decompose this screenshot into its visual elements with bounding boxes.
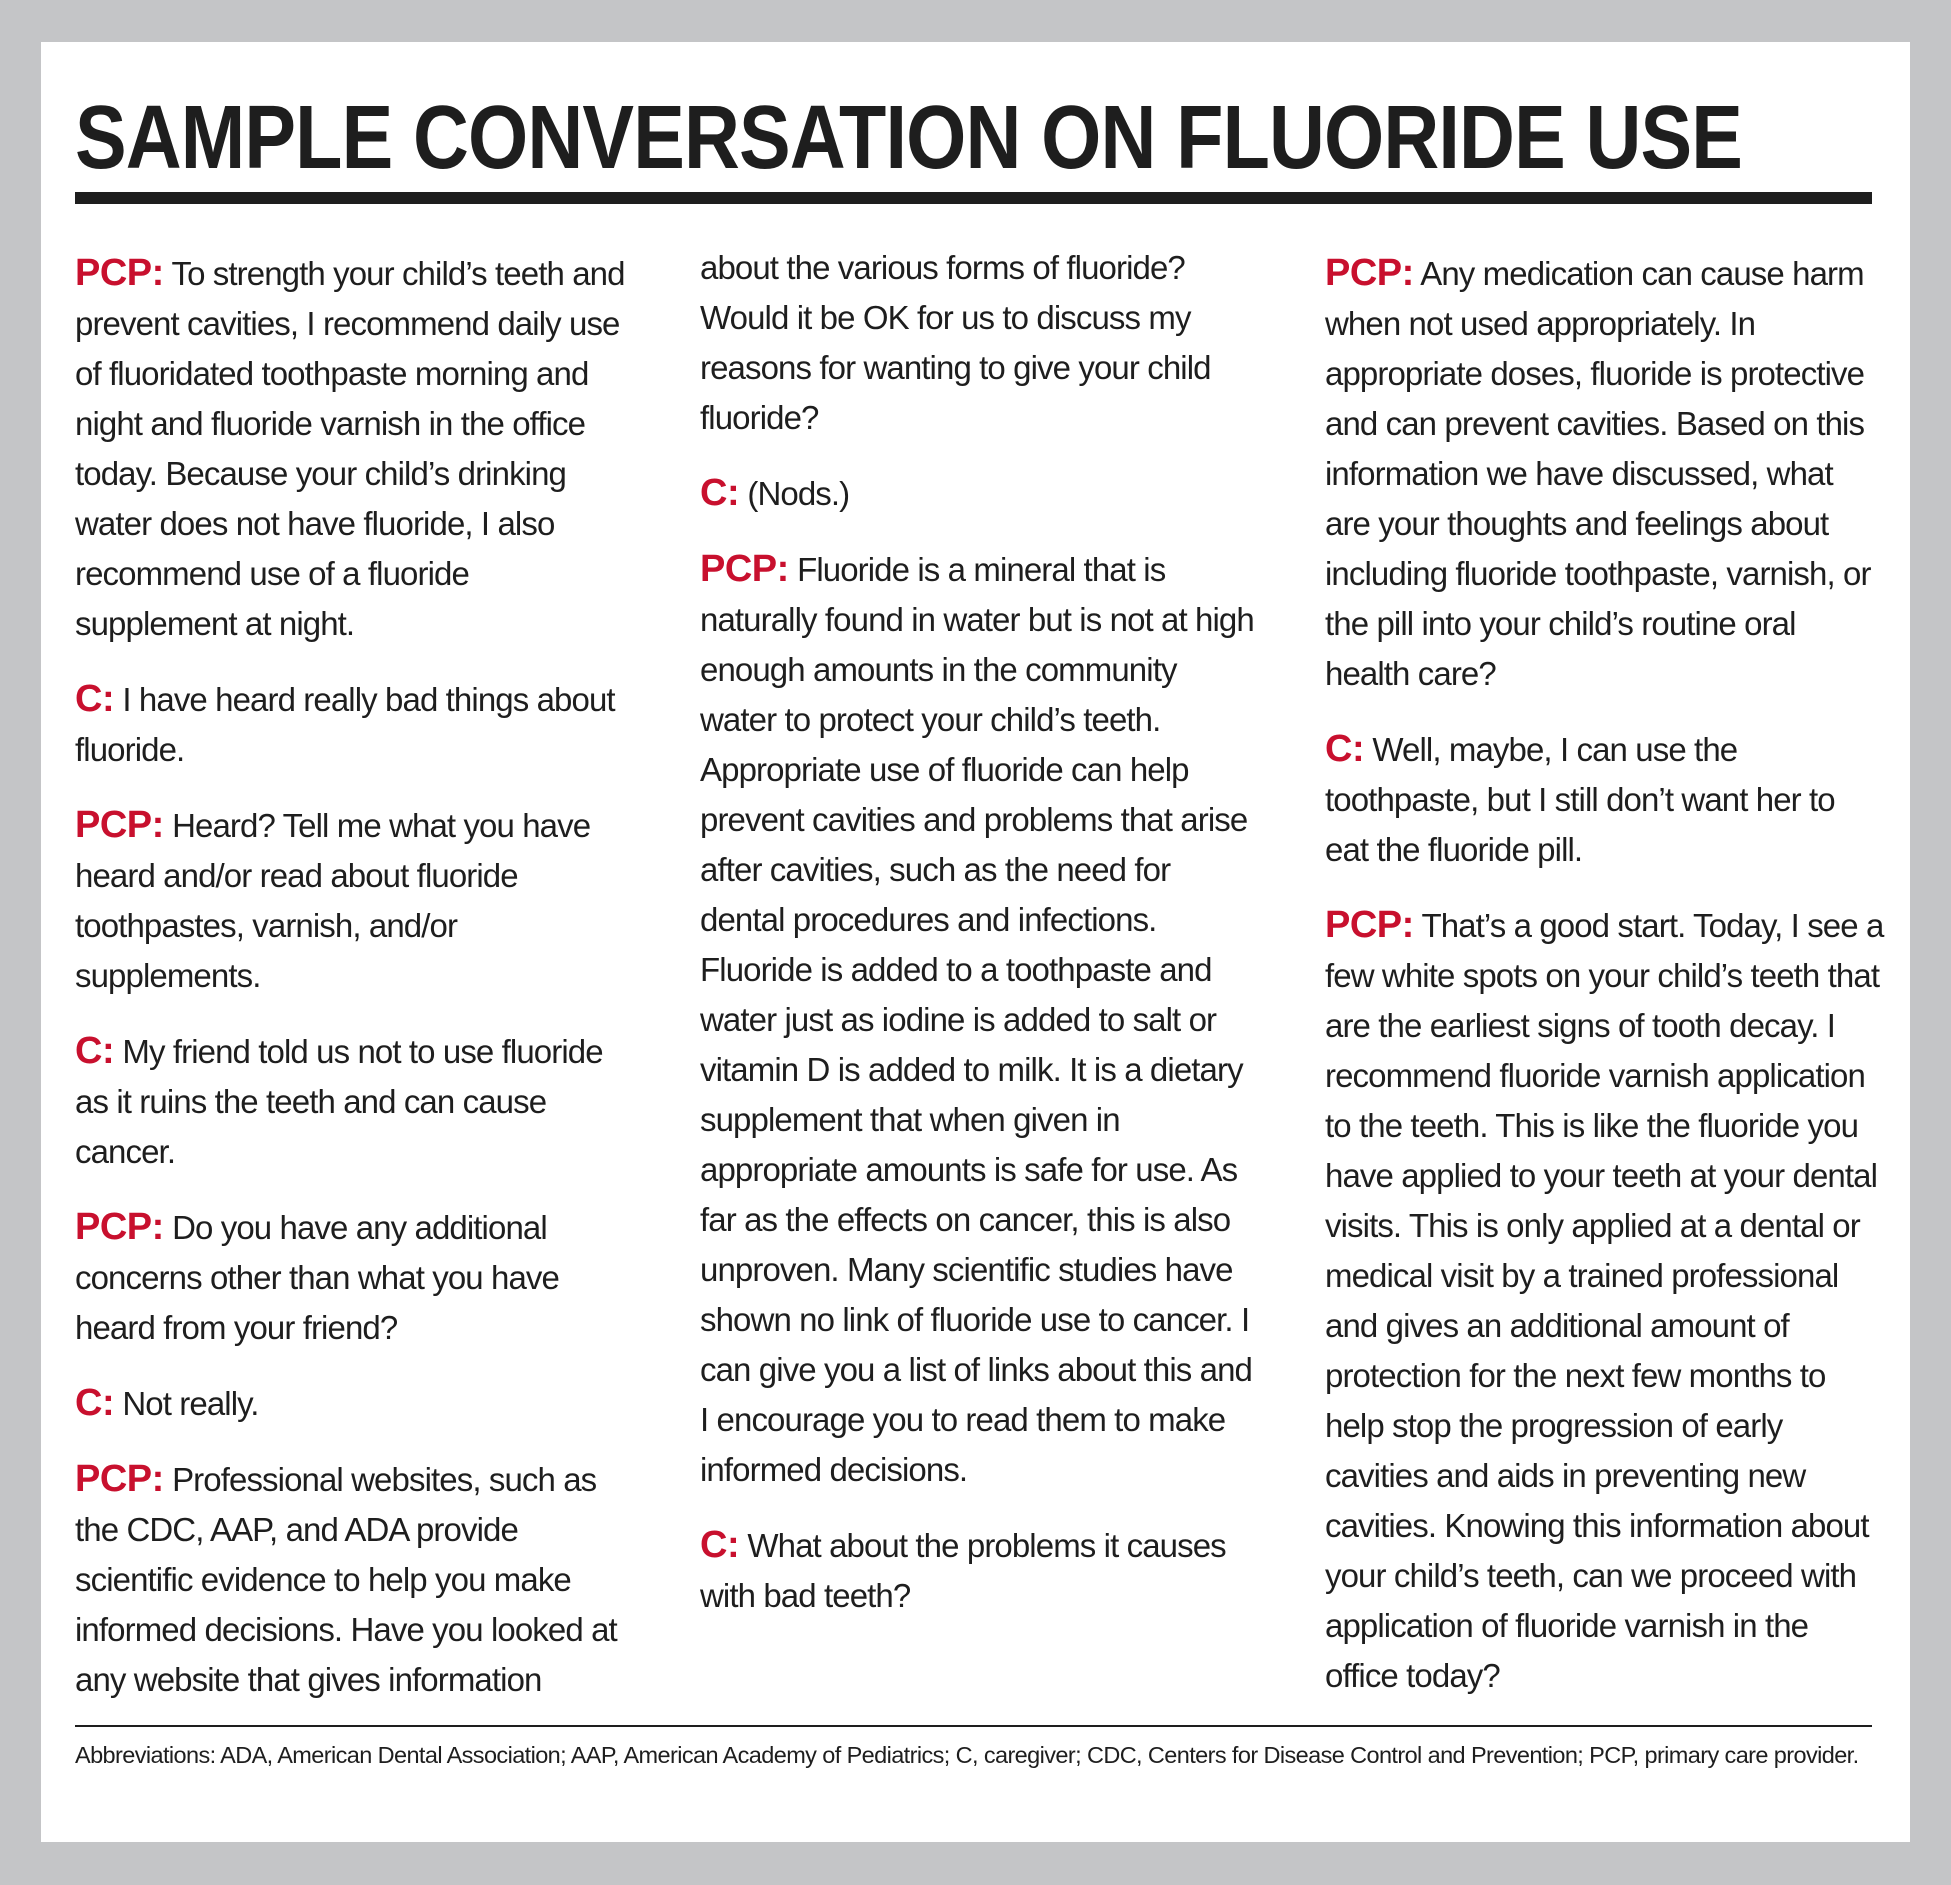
dialogue-turn — [1325, 900, 1885, 1701]
speaker-label: C: — [75, 1382, 115, 1424]
speaker-label: C: — [700, 472, 740, 514]
title-divider — [75, 192, 1872, 204]
speaker-label: PCP: — [75, 252, 164, 294]
dialogue-turn-continued — [700, 242, 1260, 443]
dialogue-text: Heard? Tell me what you have heard and/or read about fluoride toothpastes, varnish, and/or supplements. — [75, 807, 591, 994]
dialogue-turn — [75, 800, 635, 1001]
dialogue-text: I have heard really bad things about fluoride. — [75, 681, 615, 768]
dialogue-text: Not really. — [114, 1385, 259, 1422]
dialogue-turn — [75, 1378, 635, 1429]
dialogue-text: To strength your child’s teeth and prevent cavities, I recommend daily use of fluoridated toothpaste morning and night and fluoride varnish in the office today. Because your child’s drinking water does not have fluoride, I also recommend use of a fluoride supplement at night. — [75, 255, 625, 642]
speaker-label: C: — [75, 1030, 115, 1072]
speaker-label: C: — [700, 1524, 740, 1566]
column-2 — [700, 242, 1260, 1646]
dialogue-turn — [1325, 724, 1885, 875]
dialogue-text: (Nods.) — [739, 475, 850, 512]
speaker-label: C: — [1325, 728, 1365, 770]
dialogue-turn — [1325, 248, 1885, 699]
dialogue-text: Fluoride is a mineral that is naturally found in water but is not at high enough amounts in the community water to protect your child’s teeth. Appropriate use of fluoride can help prevent cavities and problems that arise after cavities, such as the need for dental procedures and infections. Fluoride is added to a toothpaste and water just as iodine is added to salt or vitamin D is added to milk. It is a dietary supplement that when given in appropriate amounts is safe for use. As far as the effects on cancer, this is also unproven. Many scientific studies have shown no link of fluoride use to cancer. I can give you a list of links about this and I encourage you to read them to make informed decisions. — [700, 551, 1254, 1488]
dialogue-turn — [700, 544, 1260, 1495]
dialogue-turn — [75, 248, 635, 649]
dialogue-text: What about the problems it causes with bad teeth? — [700, 1527, 1226, 1614]
speaker-label: PCP: — [75, 1458, 164, 1500]
column-1 — [75, 248, 635, 1730]
abbreviations-footnote: Abbreviations: ADA, American Dental Association; AAP, American Academy of Pediatrics; C, caregiver; CDC, Centers for Disease Control and Prevention; PCP, primary care provider. — [75, 1742, 1859, 1768]
dialogue-turn — [75, 1454, 635, 1705]
document-card — [41, 42, 1910, 1842]
speaker-label: PCP: — [700, 548, 789, 590]
dialogue-text: about the various forms of fluoride? Would it be OK for us to discuss my reasons for wanting to give your child fluoride? — [700, 249, 1211, 436]
dialogue-turn — [75, 1026, 635, 1177]
dialogue-text: Well, maybe, I can use the toothpaste, but I still don’t want her to eat the fluoride pill. — [1325, 731, 1835, 868]
speaker-label: PCP: — [75, 804, 164, 846]
dialogue-turn — [75, 1202, 635, 1353]
page-title: SAMPLE CONVERSATION ON FLUORIDE USE — [75, 88, 1743, 188]
speaker-label: C: — [75, 678, 115, 720]
column-3 — [1325, 248, 1885, 1726]
dialogue-text: Do you have any additional concerns other than what you have heard from your friend? — [75, 1209, 559, 1346]
speaker-label: PCP: — [75, 1206, 164, 1248]
dialogue-turn — [75, 674, 635, 775]
speaker-label: PCP: — [1325, 252, 1414, 294]
speaker-label: PCP: — [1325, 904, 1414, 946]
dialogue-text: Any medication can cause harm when not used appropriately. In appropriate doses, fluoride is protective and can prevent cavities. Based on this information we have discussed, what are your thoughts and feelings about including fluoride toothpaste, varnish, or the pill into your child’s routine oral health care? — [1325, 255, 1871, 692]
dialogue-text: My friend told us not to use fluoride as it ruins the teeth and can cause cancer. — [75, 1033, 603, 1170]
dialogue-text: Professional websites, such as the CDC, AAP, and ADA provide scientific evidence to help you make informed decisions. Have you looked at any website that gives information — [75, 1461, 617, 1698]
dialogue-turn — [700, 1520, 1260, 1621]
dialogue-turn — [700, 468, 1260, 519]
dialogue-text: That’s a good start. Today, I see a few white spots on your child’s teeth that are the earliest signs of tooth decay. I recommend fluoride varnish application to the teeth. This is like the fluoride you have applied to your teeth at your dental visits. This is only applied at a dental or medical visit by a trained professional and gives an additional amount of protection for the next few months to help stop the progression of early cavities and aids in preventing new cavities. Knowing this information about your child’s teeth, can we proceed with application of fluoride varnish in the office today? — [1325, 907, 1884, 1694]
footnote-divider — [75, 1725, 1872, 1727]
